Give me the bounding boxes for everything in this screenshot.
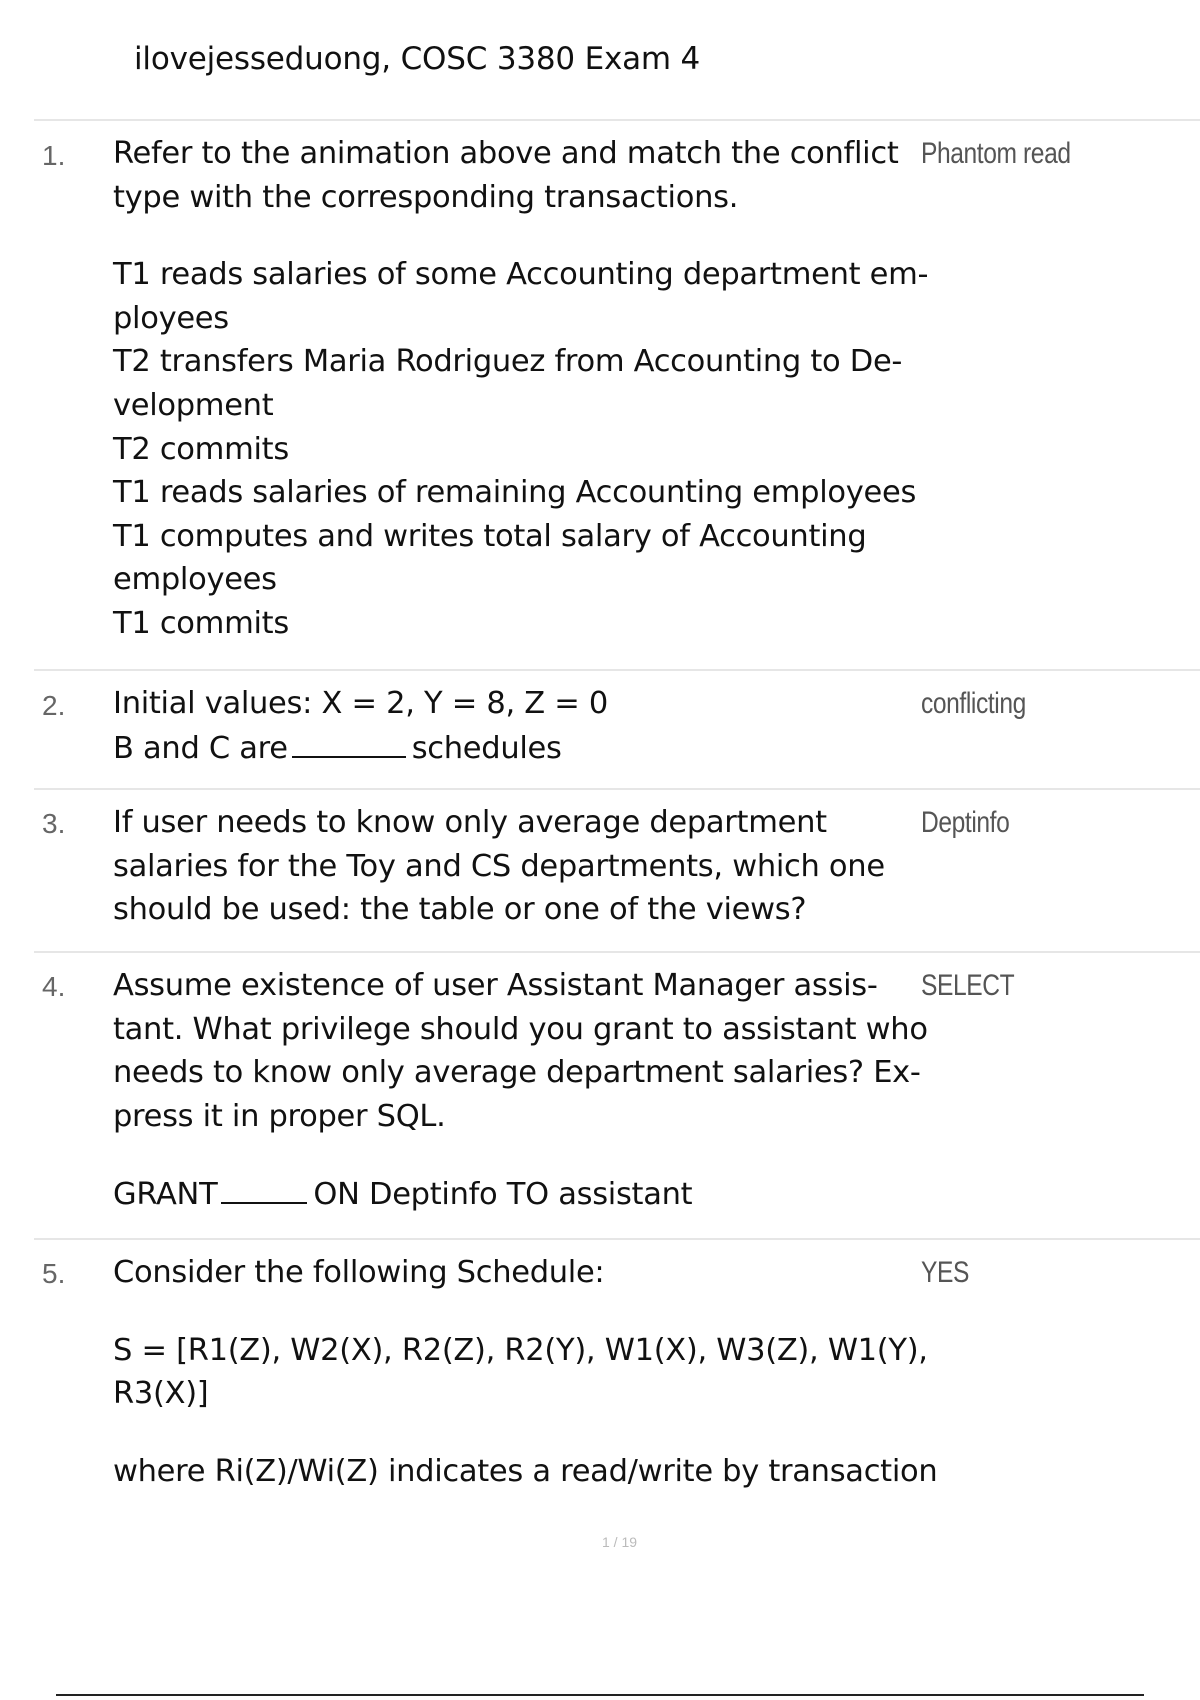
question-1-line: employees (113, 562, 277, 598)
question-5-answer: YES (921, 1256, 969, 1289)
separator (34, 119, 1200, 121)
spacer (113, 1138, 923, 1172)
separator (34, 951, 1200, 953)
separator (34, 788, 1200, 790)
question-1-line: T2 transfers Maria Rodriguez from Accounting to De- (113, 344, 903, 380)
question-4-line: needs to know only average department salaries? Ex- (113, 1055, 921, 1091)
question-5-text (113, 1251, 938, 1493)
question-4-answer: SELECT (921, 969, 1015, 1002)
question-2-line-start: B and C are (113, 730, 288, 766)
spacer (113, 1295, 923, 1329)
answer-blank (221, 1172, 307, 1204)
question-4-text (113, 964, 928, 1217)
spacer (113, 219, 923, 253)
question-3-answer: Deptinfo (921, 806, 1010, 839)
question-2-number: 2. (42, 690, 66, 721)
question-1-line: type with the corresponding transactions. (113, 179, 739, 215)
question-3-text (113, 801, 923, 932)
footer-rule (56, 1694, 1144, 1696)
question-4-line: Assume existence of user Assistant Manager assis- (113, 968, 878, 1003)
answer-blank (292, 726, 406, 758)
question-2-line: Initial values: X = 2, Y = 8, Z = 0 (113, 686, 609, 721)
question-5-number: 5. (42, 1258, 66, 1289)
grant-keyword: GRANT (113, 1177, 218, 1213)
question-1-text (113, 132, 929, 646)
question-2-answer: conflicting (921, 687, 1026, 720)
question-1-line: velopment (113, 387, 274, 423)
separator (34, 669, 1200, 671)
question-5-line: R3(X)] (113, 1376, 209, 1412)
page-header: ilovejesseduong, COSC 3380 Exam 4 (134, 41, 701, 77)
question-2-line (113, 726, 923, 771)
question-1-line: T2 commits (113, 431, 289, 467)
grant-clause: ON Deptinfo TO assistant (313, 1177, 693, 1213)
question-3-line: If user needs to know only average department (113, 805, 827, 840)
question-4-line: tant. What privilege should you grant to assistant who (113, 1011, 928, 1047)
spacer (113, 1416, 923, 1450)
question-4-number: 4. (42, 971, 66, 1002)
question-1-line: ployees (113, 300, 229, 336)
question-1-number: 1. (42, 140, 66, 171)
question-1-answer: Phantom read (921, 137, 1071, 170)
question-1-line: T1 commits (113, 605, 289, 641)
question-1-line: T1 reads salaries of some Accounting department em- (113, 257, 929, 293)
question-2-line-end: schedules (411, 730, 562, 766)
question-4-grant-line (113, 1172, 923, 1217)
question-3-number: 3. (42, 808, 66, 839)
question-2-text (113, 682, 923, 770)
question-1-line: T1 reads salaries of remaining Accounting employees (113, 475, 917, 511)
question-3-line: salaries for the Toy and CS departments, which one (113, 848, 885, 884)
question-1-line: Refer to the animation above and match the conflict (113, 136, 899, 171)
question-5-line: Consider the following Schedule: (113, 1255, 605, 1290)
question-3-line: should be used: the table or one of the views? (113, 892, 807, 928)
question-5-line: S = [R1(Z), W2(X), R2(Z), R2(Y), W1(X), W3(Z), W1(Y), (113, 1332, 928, 1368)
question-5-line: where Ri(Z)/Wi(Z) indicates a read/write by transaction (113, 1453, 938, 1489)
page-number: 1 / 19 (602, 1534, 638, 1550)
question-4-line: press it in proper SQL. (113, 1098, 446, 1134)
question-1-line: T1 computes and writes total salary of Accounting (113, 518, 867, 554)
separator (34, 1238, 1200, 1240)
